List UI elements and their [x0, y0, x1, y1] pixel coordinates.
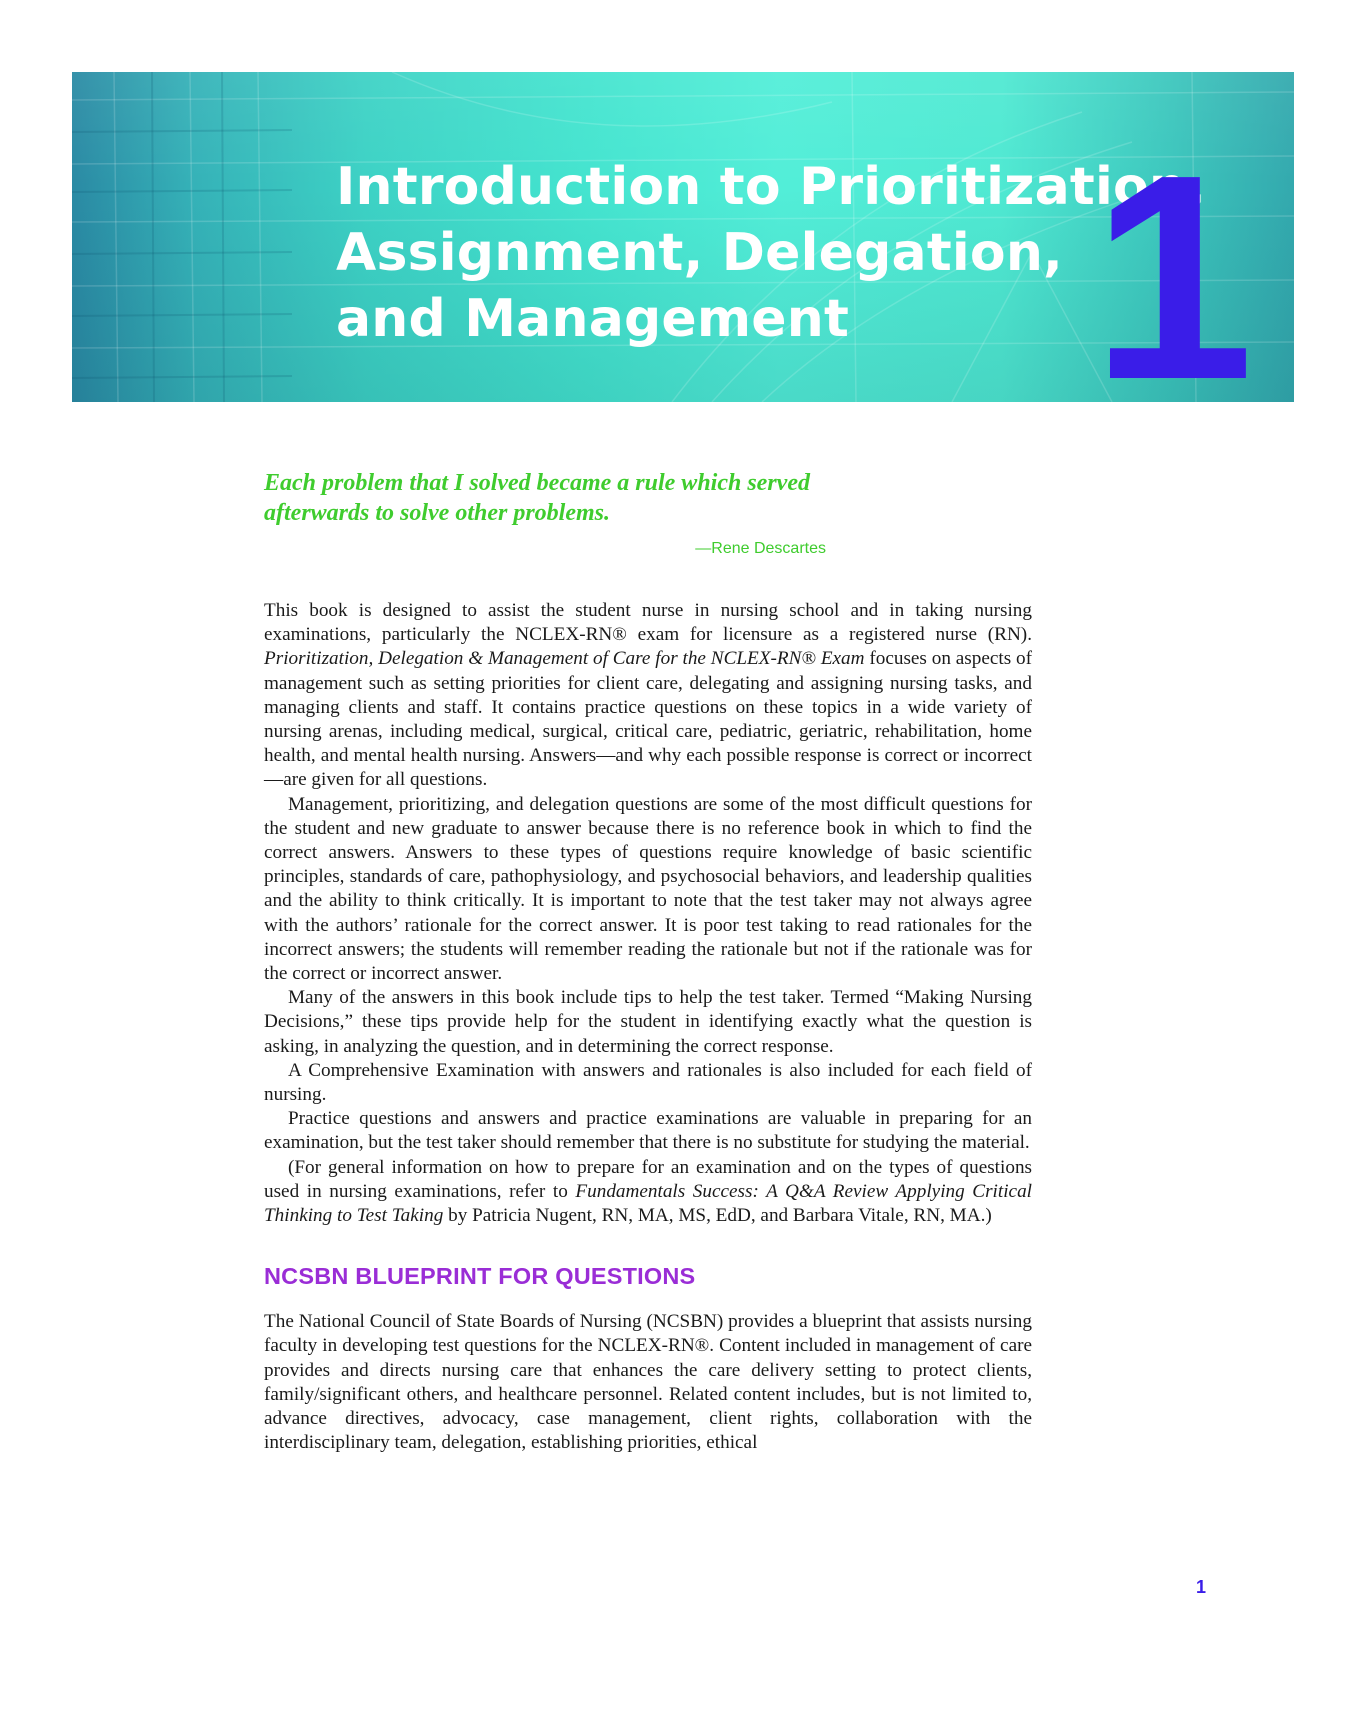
book-title: Fundamentals Success: A Q&A Review Applying Critical Thinking to Test Taking — [264, 1180, 1032, 1227]
paragraph-text: (For general information on how to prepare for an examination and on the types of questions used in nursing examinations, refer to — [264, 1156, 1032, 1202]
page-number: 1 — [1196, 1577, 1207, 1597]
body-paragraph — [264, 1156, 1032, 1229]
body-paragraph: Management, prioritizing, and delegation questions are some of the most difficult questions for the student and new graduate to answer because there is no reference book in which to find the correct answers. Answers to these types of questions require knowledge of basic scientific principles, standards of care, pathophysiology, and psychosocial behaviors, and leadership qualities and the ability to think critically. It is important to note that the test taker may not always agree with the authors’ rationale for the correct answer. It is poor test taking to read rationales for the incorrect answers; the students will remember reading the rationale but not if the rationale was for the correct or incorrect answer. — [264, 793, 1032, 985]
epigraph-quote-line: afterwards to solve other problems. — [264, 500, 610, 526]
body-paragraph: A Comprehensive Examination with answers and rationales is also included for each field of nursing. — [264, 1059, 1032, 1106]
body-paragraph — [264, 599, 1032, 793]
paragraph-text: This book is designed to assist the student nurse in nursing school and in taking nursing examinations, particularly the NCLEX-RN® exam for licensure as a registered nurse (RN). — [264, 600, 1032, 646]
epigraph-quote-line: Each problem that I solved became a rule which served — [264, 470, 810, 496]
epigraph-quote — [264, 468, 1044, 528]
book-title: Prioritization, Delegation & Management of Care for the NCLEX-RN® Exam — [264, 648, 865, 670]
epigraph — [264, 468, 1044, 558]
chapter-title — [336, 154, 1207, 352]
paragraph-text: focuses on aspects of management such as setting priorities for client care, delegating and assigning nursing tasks, and managing clients and staff. It contains practice questions on these topics in a wide variety of nursing arenas, including medical, surgical, critical care, pediatric, geriatric, rehabilitation, home health, and mental health nursing. Answers—and why each possible response is correct or incorrect—are given for all questions. — [264, 648, 1033, 791]
section-paragraph: The National Council of State Boards of Nursing (NCSBN) provides a blueprint that assists nursing faculty in developing test questions for the NCLEX-RN®. Content included in management of care provides and directs nursing care that enhances the care delivery setting to protect clients, family/significant others, and healthcare personnel. Related content includes, but is not limited to, advance directives, advocacy, case management, client rights, collaboration with the interdisciplinary team, delegation, establishing priorities, ethical — [264, 1311, 1032, 1454]
paragraph-text: by Patricia Nugent, RN, MA, MS, EdD, and Barbara Vitale, RN, MA.) — [443, 1205, 992, 1227]
chapter-banner — [72, 72, 1294, 402]
body-paragraph: Practice questions and answers and practice examinations are valuable in preparing for an examination, but the test taker should remember that there is no substitute for studying the material. — [264, 1108, 1032, 1154]
chapter-title-line: Assignment, Delegation, — [336, 223, 1064, 283]
epigraph-author: —Rene Descartes — [695, 540, 826, 557]
section-heading: NCSBN BLUEPRINT FOR QUESTIONS — [264, 1263, 696, 1290]
body-paragraph: Many of the answers in this book include tips to help the test taker. Termed “Making Nursing Decisions,” these tips provide help for the student in identifying exactly what the question is asking, in analyzing the question, and in determining the correct response. — [264, 987, 1032, 1057]
chapter-body — [264, 599, 1032, 1456]
chapter-number: 1 — [1091, 114, 1246, 402]
chapter-title-line: Introduction to Prioritization, — [336, 157, 1207, 217]
chapter-title-line: and Management — [336, 289, 849, 349]
